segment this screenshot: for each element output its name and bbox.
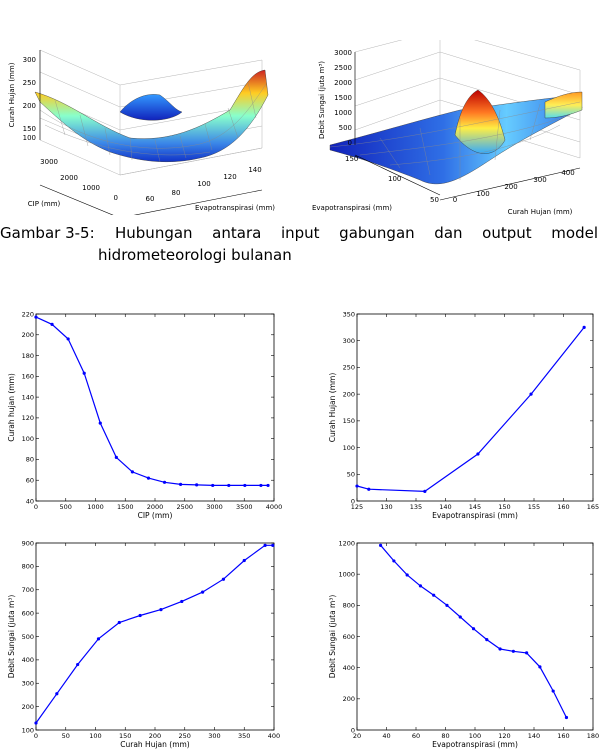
y-tick-label: 150	[342, 417, 355, 426]
data-point	[432, 594, 435, 597]
data-point	[83, 372, 86, 375]
surf2-zlabel: Debit Sungai (juta m³)	[318, 60, 326, 140]
data-point	[139, 614, 142, 617]
data-point	[147, 477, 150, 480]
x-tick-label: 165	[586, 503, 600, 511]
data-point	[355, 484, 358, 487]
y-tick-label: 60	[25, 476, 34, 485]
data-point	[195, 483, 198, 486]
y-tick-label: 140	[21, 393, 34, 402]
x-axis-label: CIP (mm)	[137, 511, 173, 520]
x-tick-label: 2000	[146, 503, 164, 511]
surf2-xtick: 50	[430, 196, 439, 204]
x-tick-label: 60	[411, 732, 421, 740]
surf2-ztick: 2500	[334, 64, 352, 72]
y-tick-label: 160	[21, 372, 34, 381]
line-chart-curah-hujan-vs-debit-sungai	[0, 537, 288, 755]
y-tick-label: 250	[342, 363, 355, 372]
data-point	[459, 615, 462, 618]
y-tick-label: 180	[21, 351, 34, 360]
surf2-ylabel: Curah Hujan (mm)	[507, 208, 573, 216]
surf2-ztick: 1500	[334, 94, 352, 102]
x-tick-label: 3500	[235, 503, 253, 511]
surf1-ylabel: Evapotranspirasi (mm)	[194, 204, 276, 212]
y-tick-label: 220	[21, 310, 34, 319]
surf1-ztick: 100	[22, 134, 36, 142]
y-tick-label: 100	[21, 434, 34, 443]
surf1-xtick: 0	[113, 194, 118, 202]
x-tick-label: 50	[61, 732, 70, 740]
x-tick-label: 250	[178, 732, 191, 740]
surf2-ztick: 1000	[334, 109, 352, 117]
y-tick-label: 50	[346, 470, 355, 479]
data-point	[163, 481, 166, 484]
surf1-ztick: 250	[22, 79, 36, 87]
line-chart-cip-vs-curah-hujan	[0, 308, 288, 526]
surf2-ztick: 500	[338, 124, 352, 132]
x-tick-label: 100	[468, 732, 482, 740]
data-point	[115, 456, 118, 459]
data-point	[406, 573, 409, 576]
data-point	[179, 483, 182, 486]
data-point	[159, 608, 162, 611]
caption-line-2: hidrometeorologi bulanan	[98, 246, 292, 264]
data-point	[485, 638, 488, 641]
data-point	[201, 590, 204, 593]
surf2-ztick: 3000	[334, 49, 352, 57]
surf2-xtick: 100	[388, 175, 402, 183]
data-point	[498, 647, 501, 650]
data-point	[180, 600, 183, 603]
surface2-ridge	[545, 92, 582, 118]
data-point	[118, 621, 121, 624]
data-point	[445, 604, 448, 607]
caption-line-1: Hubungan antara input gabungan dan output model	[115, 224, 598, 242]
data-point	[222, 578, 225, 581]
data-point	[512, 650, 515, 653]
data-point	[34, 721, 37, 724]
y-tick-label: 400	[342, 663, 355, 672]
x-tick-label: 140	[439, 503, 452, 511]
surf1-ztick: 200	[22, 102, 36, 110]
data-point	[565, 716, 568, 719]
figure-caption	[0, 224, 600, 270]
data-point	[263, 544, 266, 547]
surf2-xlabel: Evapotranspirasi (mm)	[311, 204, 393, 212]
y-tick-label: 200	[342, 390, 355, 399]
x-tick-label: 150	[498, 503, 511, 511]
surface-plot-curah-hujan	[0, 40, 300, 215]
surface2-mesh	[330, 95, 582, 184]
line-chart-evapotranspirasi-vs-curah-hujan	[300, 308, 600, 526]
data-point	[379, 544, 382, 547]
data-point	[529, 393, 532, 396]
plot-frame	[357, 543, 593, 730]
surface-plot-debit-sungai	[300, 40, 600, 218]
y-tick-label: 600	[342, 632, 355, 641]
data-point	[266, 484, 269, 487]
data-point	[76, 663, 79, 666]
x-tick-label: 3000	[206, 503, 223, 511]
plot-frame	[36, 543, 274, 730]
data-point	[271, 544, 274, 547]
caption-label: Gambar 3-5:	[0, 224, 95, 242]
surf2-ytick: 0	[452, 196, 458, 204]
x-tick-label: 500	[59, 503, 72, 511]
data-point	[50, 323, 53, 326]
y-tick-label: 700	[21, 586, 34, 595]
x-axis-label: Curah Hujan (mm)	[120, 740, 190, 749]
y-axis-label: Curah hujan (mm)	[7, 373, 16, 442]
x-tick-label: 150	[119, 732, 132, 740]
y-tick-label: 400	[21, 656, 34, 665]
y-tick-label: 800	[342, 601, 355, 610]
x-tick-label: 135	[409, 503, 423, 511]
data-point	[243, 484, 246, 487]
surf1-xtick: 2000	[60, 174, 78, 182]
x-tick-label: 200	[148, 732, 162, 740]
data-point	[259, 484, 262, 487]
y-tick-label: 300	[21, 679, 34, 688]
y-tick-label: 40	[25, 497, 34, 506]
x-axis-label: Evapotranspirasi (mm)	[432, 511, 518, 520]
y-axis-label: Debit Sungai (juta m³)	[7, 594, 16, 679]
data-point	[67, 337, 70, 340]
surf1-xtick: 3000	[40, 158, 58, 166]
line-chart-evapotranspirasi-vs-debit-sungai	[300, 537, 600, 755]
y-axis-label: Debit Sungai (juta m³)	[328, 594, 337, 679]
x-tick-label: 180	[586, 732, 600, 740]
surf2-ytick: 300	[533, 176, 547, 184]
y-tick-label: 300	[342, 337, 355, 346]
x-tick-label: 120	[498, 732, 511, 740]
x-tick-label: 300	[208, 732, 221, 740]
data-point	[99, 421, 102, 424]
surf1-ztick: 300	[22, 56, 36, 64]
data-point	[227, 484, 230, 487]
y-tick-label: 1200	[338, 539, 355, 548]
y-tick-label: 200	[21, 331, 34, 340]
surf2-ztick: 0	[347, 139, 352, 147]
surf1-ytick: 80	[171, 189, 181, 197]
x-tick-label: 40	[382, 732, 391, 740]
surf2-ytick: 100	[476, 190, 490, 198]
y-tick-label: 1000	[338, 570, 355, 579]
x-tick-label: 400	[267, 732, 281, 740]
data-point	[423, 490, 426, 493]
x-tick-label: 4000	[265, 503, 283, 511]
surf1-ytick: 140	[248, 166, 262, 174]
surf1-xlabel: CIP (mm)	[27, 200, 61, 208]
surf2-ytick: 400	[561, 169, 575, 177]
x-tick-label: 350	[238, 732, 251, 740]
surf2-ztick: 2000	[334, 79, 352, 87]
data-point	[419, 584, 422, 587]
data-point	[34, 316, 37, 319]
surf1-ytick: 100	[197, 180, 211, 188]
surf2-xtick: 150	[345, 155, 359, 163]
x-tick-label: 155	[527, 503, 541, 511]
data-point	[476, 452, 479, 455]
plot-frame	[357, 314, 593, 501]
x-tick-label: 80	[441, 732, 450, 740]
x-tick-label: 100	[89, 732, 102, 740]
data-point	[552, 689, 555, 692]
data-point	[583, 326, 586, 329]
y-tick-label: 0	[350, 497, 355, 506]
data-point	[131, 470, 134, 473]
x-tick-label: 0	[33, 732, 39, 740]
x-tick-label: 145	[468, 503, 482, 511]
y-axis-label: Curah Hujan (mm)	[328, 372, 337, 443]
x-tick-label: 160	[557, 732, 570, 740]
surf1-ytick: 120	[223, 173, 237, 181]
surf2-ytick: 200	[504, 183, 518, 191]
data-point	[211, 484, 214, 487]
y-tick-label: 100	[342, 443, 355, 452]
y-tick-label: 100	[21, 726, 34, 735]
x-tick-label: 160	[557, 503, 570, 511]
plot-frame	[36, 314, 274, 501]
x-axis-label: Evapotranspirasi (mm)	[432, 740, 518, 749]
x-tick-label: 2500	[176, 503, 194, 511]
x-tick-label: 1500	[116, 503, 134, 511]
x-tick-label: 1000	[87, 503, 104, 511]
surface1-peak	[120, 94, 182, 120]
y-tick-label: 120	[21, 414, 34, 423]
data-point	[55, 692, 58, 695]
surf1-ztick: 150	[22, 125, 36, 133]
x-tick-label: 20	[352, 732, 362, 740]
x-tick-label: 0	[33, 503, 39, 511]
x-tick-label: 140	[527, 732, 541, 740]
data-point	[97, 637, 100, 640]
y-tick-label: 350	[342, 310, 355, 319]
y-tick-label: 600	[21, 609, 34, 618]
y-tick-label: 80	[25, 455, 34, 464]
y-tick-label: 0	[350, 726, 355, 735]
data-point	[525, 651, 528, 654]
surf1-xtick: 1000	[82, 184, 100, 192]
data-point	[472, 627, 475, 630]
surf1-zlabel: Curah Hujan (mm)	[8, 62, 16, 128]
data-point	[392, 559, 395, 562]
y-tick-label: 500	[21, 632, 34, 641]
data-point	[367, 488, 370, 491]
data-point	[243, 559, 246, 562]
y-tick-label: 900	[21, 539, 34, 548]
y-tick-label: 200	[21, 702, 34, 711]
surf1-ytick: 60	[145, 195, 155, 203]
x-tick-label: 125	[350, 503, 364, 511]
y-tick-label: 200	[342, 695, 355, 704]
y-tick-label: 800	[21, 562, 34, 571]
data-point	[538, 665, 541, 668]
x-tick-label: 130	[380, 503, 393, 511]
